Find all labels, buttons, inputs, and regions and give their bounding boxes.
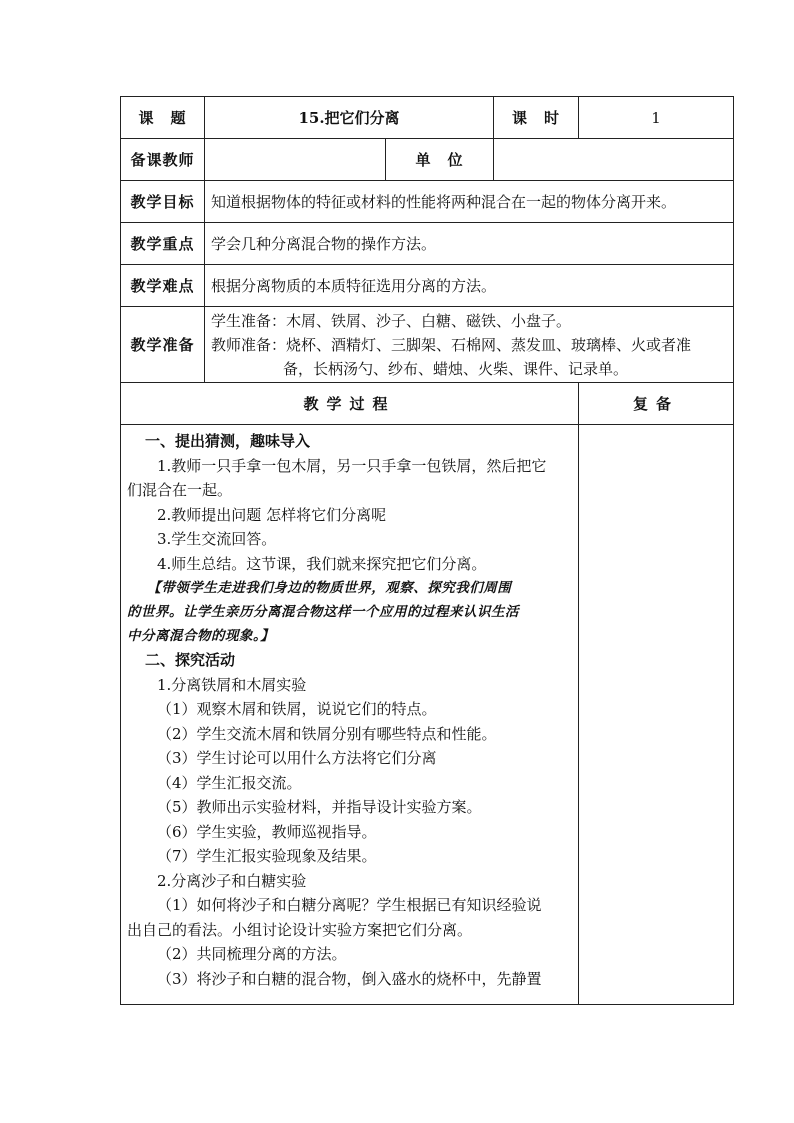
process-step: （2）学生交流木屑和铁屑分别有哪些特点和性能。 xyxy=(157,724,497,743)
preparation-row xyxy=(121,307,734,383)
topic-row xyxy=(121,97,734,139)
goal-label: 教学目标 xyxy=(121,181,205,223)
teacher-prep-text: 教师准备：烧杯、酒精灯、三脚架、石棉网、蒸发皿、玻璃棒、火或者准 xyxy=(211,335,692,354)
teacher-row xyxy=(121,139,734,181)
process-content xyxy=(121,425,579,1005)
process-line: 1.教师一只手拿一包木屑，另一只手拿一包铁屑，然后把它 xyxy=(157,456,547,475)
key-point-label: 教学重点 xyxy=(121,223,205,265)
period-label: 课 时 xyxy=(494,97,579,139)
unit-value xyxy=(494,139,734,181)
process-step: （1）观察木屑和铁屑，说说它们的特点。 xyxy=(157,700,437,718)
section-heading-1: 一、提出猜测，趣味导入 xyxy=(145,432,311,450)
difficulty-label: 教学难点 xyxy=(121,265,205,307)
process-step: （3）将沙子和白糖的混合物，倒入盛水的烧杯中，先静置 xyxy=(157,969,542,988)
design-note: 的世界。让学生亲历分离混合物这样一个应用的过程来认识生活 xyxy=(127,604,519,620)
review-column xyxy=(579,425,734,1005)
student-prep-text: 学生准备：木屑、铁屑、沙子、白糖、磁铁、小盘子。 xyxy=(211,311,572,330)
process-step: （1）如何将沙子和白糖分离呢？学生根据已有知识经验说 xyxy=(157,896,542,914)
process-step: （3）学生讨论可以用什么方法将它们分离 xyxy=(157,749,437,767)
process-line: 3.学生交流回答。 xyxy=(157,530,277,548)
unit-label: 单 位 xyxy=(386,139,494,181)
lesson-plan-table xyxy=(120,96,734,1005)
topic-value: 15.把它们分离 xyxy=(205,97,494,139)
process-line: 4.师生总结。这节课，我们就来探究把它们分离。 xyxy=(157,554,487,573)
process-step: （6）学生实验，教师巡视指导。 xyxy=(157,822,377,841)
key-point-text: 学会几种分离混合物的操作方法。 xyxy=(205,223,734,265)
process-step: （4）学生汇报交流。 xyxy=(157,773,302,792)
process-line: 出自己的看法。小组讨论设计实验方案把它们分离。 xyxy=(127,920,473,939)
process-header-row xyxy=(121,383,734,425)
goal-row xyxy=(121,181,734,223)
period-value: 1 xyxy=(579,97,734,139)
difficulty-text: 根据分离物质的本质特征选用分离的方法。 xyxy=(205,265,734,307)
goal-text: 知道根据物体的特征或材料的性能将两种混合在一起的物体分离开来。 xyxy=(205,181,734,223)
preparation-label: 教学准备 xyxy=(121,307,205,383)
difficulty-row xyxy=(121,265,734,307)
process-body-row xyxy=(121,425,734,1005)
section-heading-2: 二、探究活动 xyxy=(145,651,236,669)
review-header: 复备 xyxy=(579,383,734,425)
design-note: 中分离混合物的现象。】 xyxy=(127,628,275,644)
teacher-label: 备课教师 xyxy=(121,139,205,181)
teacher-prep-continued: 备，长柄汤勺、纱布、蜡烛、火柴、课件、记录单。 xyxy=(283,359,629,378)
process-line: 2.教师提出问题 怎样将它们分离呢 xyxy=(157,505,387,524)
design-note: 【带领学生走进我们身边的物质世界，观察、探究我们周围 xyxy=(147,580,512,596)
process-step: （2）共同梳理分离的方法。 xyxy=(157,945,347,963)
preparation-content xyxy=(205,307,734,383)
process-line: 2.分离沙子和白糖实验 xyxy=(157,871,307,890)
process-header: 教学过程 xyxy=(121,383,579,425)
process-line: 1.分离铁屑和木屑实验 xyxy=(157,675,307,694)
teacher-value xyxy=(205,139,386,181)
key-point-row xyxy=(121,223,734,265)
process-step: （7）学生汇报实验现象及结果。 xyxy=(157,847,377,865)
process-step: （5）教师出示实验材料，并指导设计实验方案。 xyxy=(157,798,482,816)
process-line: 们混合在一起。 xyxy=(127,481,233,499)
topic-label: 课 题 xyxy=(121,97,205,139)
